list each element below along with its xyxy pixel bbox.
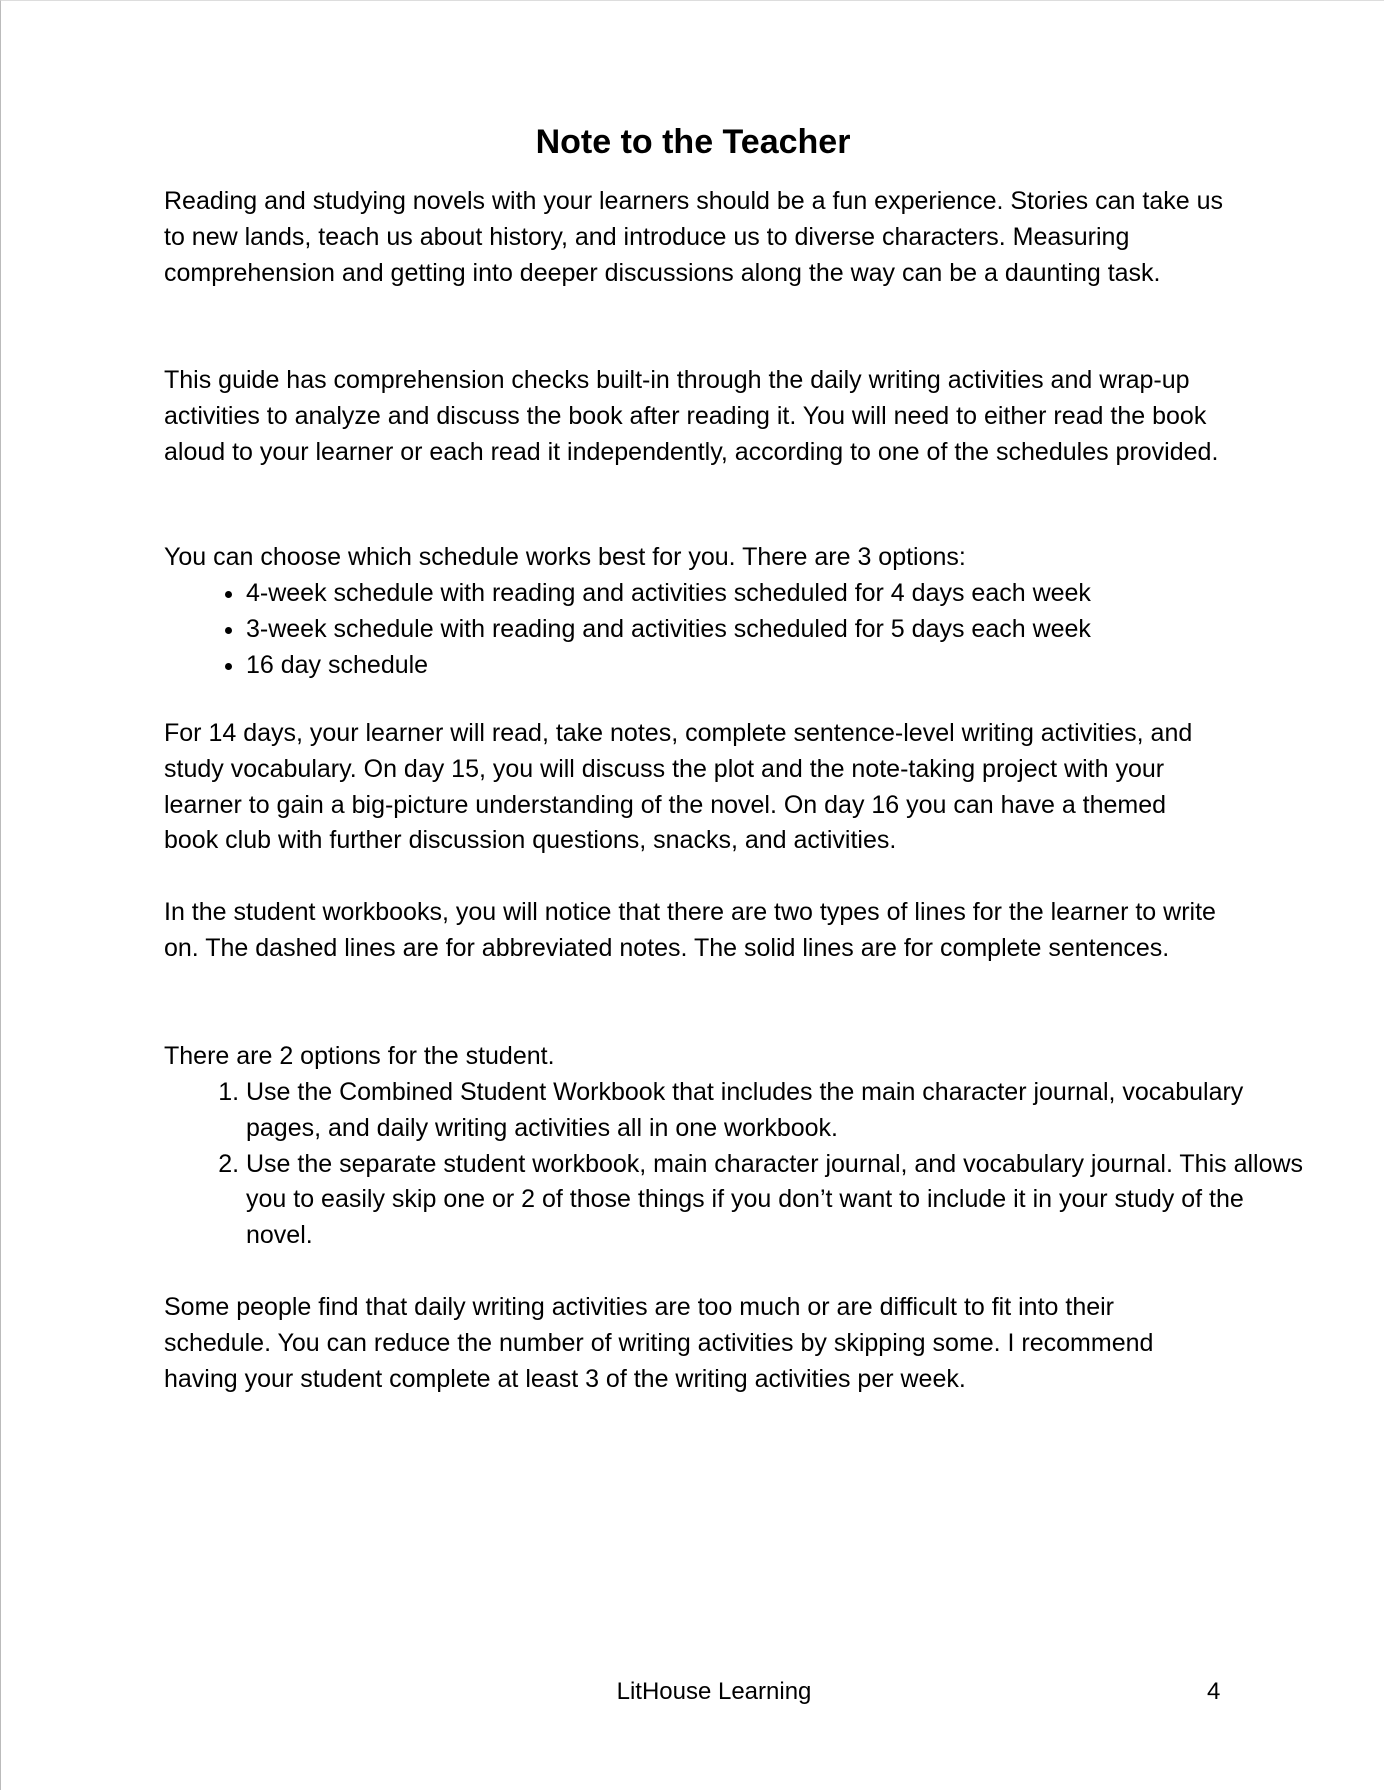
page-number: 4: [1207, 1678, 1221, 1705]
paragraph-student: There are 2 options for the student.: [164, 1042, 555, 1070]
list-item: • 3-week schedule with reading and activities scheduled for 5 days each week: [246, 612, 1308, 648]
paragraph-lines: In the student workbooks, you will notice that there are two types of lines for the learner to write on. The dashed lines are for abbreviated notes. The solid lines are for complete sentences.: [164, 898, 1216, 962]
schedule-options-list: [164, 576, 1308, 683]
paragraph-intro: Reading and studying novels with your learners should be a fun experience. Stories can take us to new lands, teach us about history, and introduce us to diverse characters. Measuring comprehension and getting into deeper discussions along the way can be a daunting task.: [164, 187, 1223, 287]
page-title: Note to the Teacher: [535, 123, 851, 161]
student-options-list: [164, 1075, 1308, 1254]
paragraph-days: For 14 days, your learner will read, take notes, complete sentence-level writing activities, and study vocabulary. On day 15, you will discuss the plot and the note-taking project with your learner to gain a big-picture understanding of the novel. On day 16 you can have a themed book club with further discussion questions, snacks, and activities.: [164, 719, 1193, 855]
paragraph-schedule: You can choose which schedule works best for you. There are 3 options:: [164, 543, 966, 571]
paragraph-guide: This guide has comprehension checks built-in through the daily writing activities and wrap-up activities to analyze and discuss the book after reading it. You will need to either read the book aloud to your learner or each read it independently, according to one of the schedules provided.: [164, 366, 1219, 466]
list-item: • 4-week schedule with reading and activities scheduled for 4 days each week: [246, 576, 1308, 612]
footer-publisher: LitHouse Learning: [616, 1678, 812, 1705]
list-item: 2. Use the separate student workbook, main character journal, and vocabulary journal. This allows you to easily skip one or 2 of those things if you don’t want to include it in your study of the novel.: [246, 1147, 1308, 1254]
list-item: • 16 day schedule: [246, 648, 1308, 684]
list-item: 1. Use the Combined Student Workbook that includes the main character journal, vocabulary pages, and daily writing activities all in one workbook.: [246, 1075, 1308, 1147]
paragraph-writing: Some people find that daily writing activities are too much or are difficult to fit into their schedule. You can reduce the number of writing activities by skipping some. I recommend having your student complete at least 3 of the writing activities per week.: [164, 1293, 1154, 1393]
